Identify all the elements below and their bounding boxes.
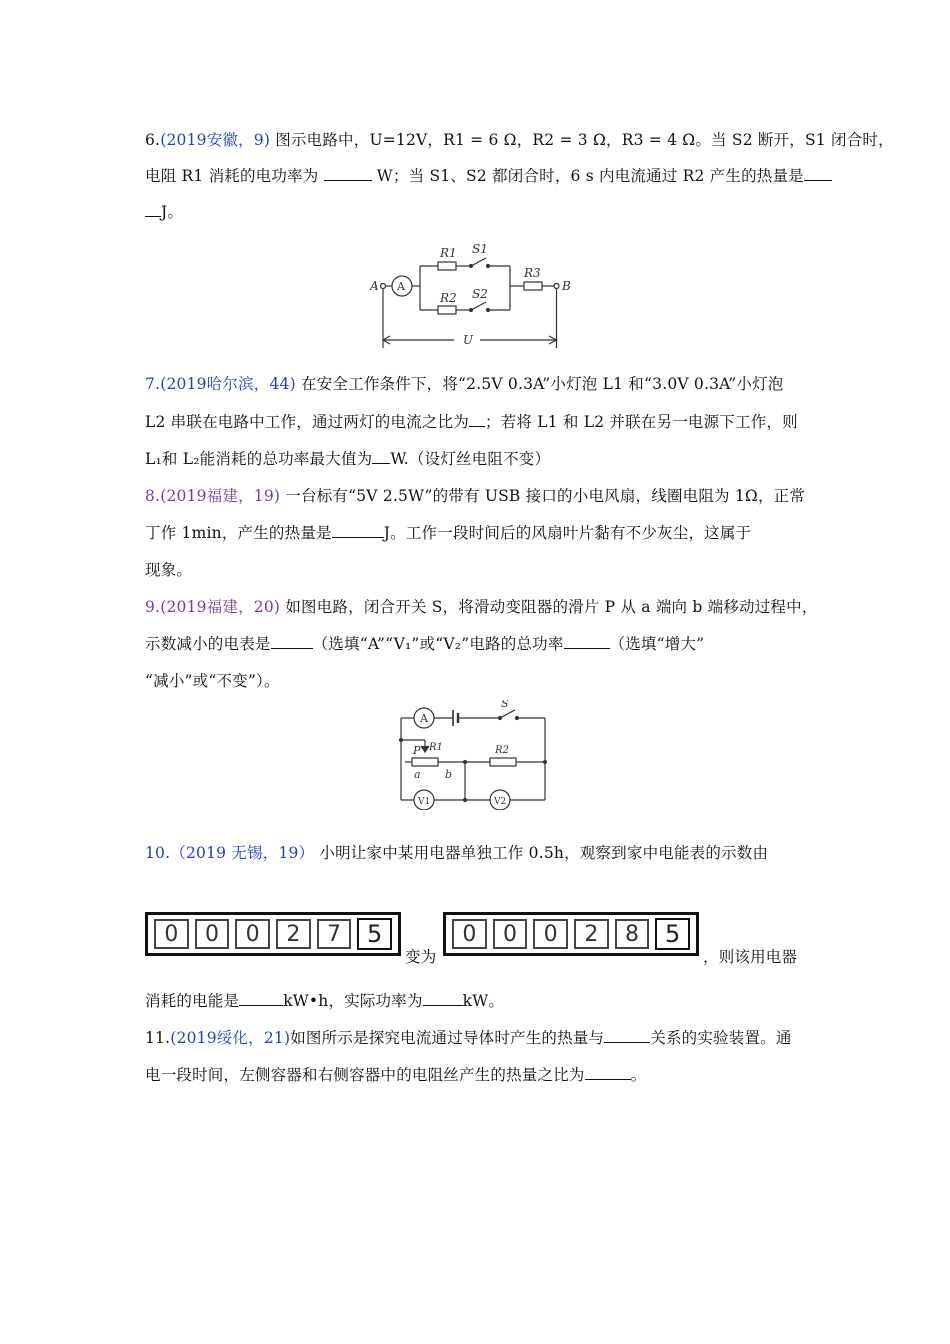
q11-source: (2019绥化，21) (170, 1029, 291, 1047)
q8-line-2 (145, 521, 751, 543)
q8-source: (2019福建，19) (160, 487, 281, 505)
q8-line-3 (145, 558, 192, 580)
meter1-digit-6: 5 (357, 918, 392, 950)
q10-meter-after (443, 912, 699, 956)
q10-source: （2019 无锡，19） (170, 844, 315, 862)
q10-mid-text: 变为 (405, 948, 437, 966)
q9-label-a: a (414, 768, 421, 781)
q6-blank-1[interactable] (324, 166, 372, 181)
q6-line-3 (145, 200, 183, 222)
q6-label-u: U (463, 333, 474, 347)
q6-s1-switch (471, 258, 486, 266)
q7-text-3a: L₁和 L₂能消耗的总功率最大值为 (145, 450, 373, 468)
q7-line-2 (145, 410, 798, 432)
q6-r2-resistor (438, 306, 456, 314)
q6-line-2 (145, 164, 832, 186)
q11-line-1 (145, 1026, 792, 1048)
q9-line-3 (145, 669, 280, 691)
q9-label-v1: V1 (418, 797, 431, 807)
meter1-digit-1: 0 (154, 919, 189, 949)
q10-text-1: 小明让家中某用电器单独工作 0.5h，观察到家中电能表的示数由 (319, 844, 769, 862)
q6-text-3: J。 (161, 203, 184, 221)
q6-label-b: B (562, 279, 571, 293)
q6-label-s2: S2 (472, 287, 488, 301)
meter2-digit-5: 8 (615, 919, 650, 949)
q10-text-3c: kW。 (462, 992, 505, 1010)
meter1-digit-3: 0 (235, 919, 270, 949)
q6-blank-2a[interactable] (804, 166, 832, 181)
q9-text-2c: （选填“增大” (609, 635, 705, 653)
meter2-digit-3: 0 (533, 919, 568, 949)
q10-line-1 (145, 841, 768, 863)
q6-label-a: A (370, 279, 379, 293)
q11-blank-2[interactable] (585, 1065, 631, 1080)
q6-number: 6. (145, 131, 161, 149)
q10-text-3b: kW•h，实际功率为 (283, 992, 423, 1010)
q6-terminal-b (554, 284, 559, 289)
q9-r2-resistor (490, 758, 516, 766)
q6-circuit-figure (368, 236, 578, 352)
q6-r1-resistor (438, 262, 456, 270)
q11-line-2 (145, 1063, 646, 1085)
q8-text-1: 一台标有“5V 2.5W”的带有 USB 接口的小电风扇，线圈电阻为 1Ω，正常 (285, 487, 806, 505)
q9-label-b: b (445, 768, 453, 781)
q7-blank-2[interactable] (372, 449, 390, 464)
q7-number: 7. (145, 375, 161, 393)
q8-blank-1[interactable] (332, 523, 384, 538)
q9-r1-rheostat (412, 758, 438, 766)
q6-text-2a: 电阻 R1 消耗的电功率为 (145, 167, 319, 185)
q10-blank-1[interactable] (239, 991, 283, 1006)
q9-source: (2019福建，20) (160, 598, 281, 616)
q9-blank-1[interactable] (271, 634, 313, 649)
q6-line-1 (145, 128, 894, 150)
meter2-digit-2: 0 (493, 919, 528, 949)
q11-number: 11. (145, 1029, 171, 1047)
q6-terminal-a (381, 284, 386, 289)
q8-line-1 (145, 484, 805, 506)
q6-label-r3: R3 (524, 266, 541, 280)
q9-s-switch (500, 710, 515, 718)
q9-label-v2: V2 (494, 797, 507, 807)
q9-label-ammeter: A (420, 712, 428, 725)
q9-circuit-figure (395, 700, 555, 810)
q6-label-r2: R2 (440, 291, 457, 305)
q9-text-1: 如图电路，闭合开关 S，将滑动变阻器的滑片 P 从 a 端向 b 端移动过程中， (285, 598, 818, 616)
q7-text-3b: W.（设灯丝电阻不变） (390, 450, 551, 468)
q11-text-2b: 。 (630, 1066, 647, 1084)
q7-text-1: 在安全工作条件下，将“2.5V 0.3A”小灯泡 L1 和“3.0V 0.3A”小灯泡 (301, 375, 784, 393)
q9-line-1 (145, 595, 818, 617)
meter1-digit-2: 0 (195, 919, 230, 949)
q6-label-ammeter: A (397, 280, 405, 293)
meter2-digit-4: 2 (574, 919, 609, 949)
q8-number: 8. (145, 487, 161, 505)
q6-s2-switch (471, 302, 486, 310)
meter1-digit-4: 2 (276, 919, 311, 949)
q10-after-text: ，则该用电器 (703, 948, 798, 966)
q6-source: (2019安徽，9) (160, 131, 271, 149)
q8-text-2a: 丁作 1min，产生的热量是 (145, 524, 332, 542)
q10-number: 10. (145, 844, 171, 862)
q9-label-s: S (501, 700, 509, 710)
q7-line-3 (145, 447, 550, 469)
q7-blank-1[interactable] (469, 412, 485, 427)
q9-blank-2[interactable] (564, 634, 610, 649)
q8-text-3: 现象。 (145, 561, 193, 579)
q9-label-r2: R2 (495, 745, 509, 756)
q11-text-1b: 关系的实验装置。通 (650, 1029, 792, 1047)
q10-text-3a: 消耗的电能是 (145, 992, 240, 1010)
q11-blank-1[interactable] (604, 1028, 650, 1043)
q10-blank-2[interactable] (423, 991, 463, 1006)
q11-text-2a: 电一段时间，左侧容器和右侧容器中的电阻丝产生的热量之比为 (145, 1066, 585, 1084)
meter1-digit-5: 7 (317, 919, 352, 949)
q7-text-2a: L2 串联在电路中工作，通过两灯的电流之比为 (145, 413, 469, 431)
q9-number: 9. (145, 598, 161, 616)
q7-text-2b: ；若将 L1 和 L2 并联在另一电源下工作，则 (484, 413, 798, 431)
q11-text-1a: 如图所示是探究电流通过导体时产生的热量与 (290, 1029, 605, 1047)
q9-text-2b: （选填“A”“V₁”或“V₂”电路的总功率 (312, 635, 564, 653)
meter2-digit-1: 0 (452, 919, 487, 949)
meter2-digit-6: 5 (655, 918, 690, 950)
q7-source: (2019哈尔滨，44) (160, 375, 296, 393)
q6-label-r1: R1 (440, 246, 457, 260)
q6-r3-resistor (524, 282, 542, 290)
q10-meter-before (145, 912, 401, 956)
q6-blank-2b[interactable] (145, 202, 161, 217)
q7-line-1 (145, 372, 784, 394)
q8-text-2b: J。工作一段时间后的风扇叶片黏有不少灰尘，这属于 (383, 524, 752, 542)
q9-label-r1: R1 (429, 742, 443, 753)
q10-line-3 (145, 989, 504, 1011)
q6-text-2b: W；当 S1、S2 都闭合时，6 s 内电流通过 R2 产生的热量是 (376, 167, 804, 185)
q9-text-2a: 示数减小的电表是 (145, 635, 271, 653)
q9-label-p: P (413, 744, 421, 757)
q6-label-s1: S1 (472, 242, 488, 256)
q9-text-3: “减小”或“不变”）。 (145, 672, 280, 690)
q9-line-2 (145, 632, 704, 654)
q6-text-1: 图示电路中，U=12V，R1 = 6 Ω，R2 = 3 Ω，R3 = 4 Ω。当 S2 断开，S1 闭合时， (275, 131, 894, 149)
